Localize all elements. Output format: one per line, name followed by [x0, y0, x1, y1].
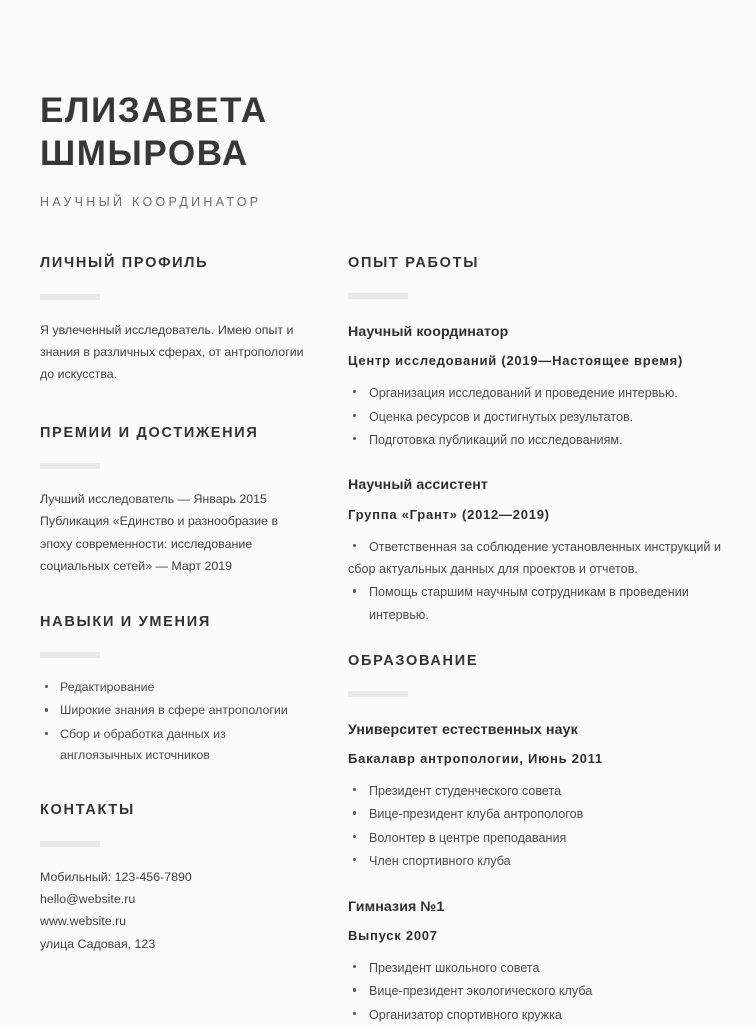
- list-item: Президент школьного совета: [348, 957, 738, 979]
- section-title-awards: ПРЕМИИ И ДОСТИЖЕНИЯ: [40, 425, 259, 441]
- spacer: [348, 452, 738, 476]
- section-rule: [40, 463, 100, 469]
- experience-role: Научный ассистент: [348, 477, 488, 494]
- spacer: [40, 768, 308, 802]
- list-item: Член спортивного клуба: [348, 850, 738, 872]
- left-column: [40, 255, 308, 955]
- list-item: Организация исследований и проведение интервью.: [348, 382, 738, 404]
- spacer: [40, 577, 308, 614]
- section-rule: [348, 691, 408, 697]
- experience-duties-list: [348, 536, 738, 627]
- list-item: Вице-президент клуба антропологов: [348, 803, 738, 825]
- section-education: [348, 653, 738, 1026]
- contact-phone: Мобильный: 123-456-7890: [40, 869, 192, 884]
- right-column: [308, 255, 738, 1027]
- list-item: Волонтер в центре преподавания: [348, 827, 738, 849]
- section-personal-profile: [40, 255, 308, 385]
- section-rule: [40, 652, 100, 658]
- spacer: [348, 627, 738, 653]
- section-title-contacts: КОНТАКТЫ: [40, 802, 135, 819]
- list-item: Подготовка публикаций по исследованиям.: [348, 429, 738, 451]
- education-activities-list: [348, 780, 738, 873]
- list-item: Организатор спортивного кружка: [348, 1004, 738, 1026]
- list-item: Оценка ресурсов и достигнутых результатов.: [348, 406, 738, 428]
- section-skills: [40, 614, 308, 767]
- list-item: Ответственная за соблюдение установленных инструкций и сбор актуальных данных для проектов и отчетов.: [348, 536, 738, 581]
- education-entry: [348, 721, 738, 873]
- list-item: Редактирование: [40, 677, 308, 698]
- section-title-personal-profile: ЛИЧНЫЙ ПРОФИЛЬ: [40, 255, 209, 272]
- personal-profile-text: Я увлеченный исследователь. Имею опыт и знания в различных сферах, от антропологии до искусства.: [40, 322, 304, 381]
- resume-columns: [0, 255, 756, 1027]
- contact-website[interactable]: www.website.ru: [40, 914, 127, 929]
- section-rule: [40, 841, 100, 847]
- experience-entry: [348, 323, 738, 452]
- spacer: [348, 874, 738, 898]
- list-item: Широкие знания в сфере антропологии: [40, 700, 308, 721]
- candidate-first-name: ЕЛИЗАВЕТА: [40, 91, 268, 130]
- section-title-skills: НАВЫКИ И УМЕНИЯ: [40, 613, 211, 630]
- list-item: Вице-президент экологического клуба: [348, 980, 738, 1002]
- education-institution: Университет естественных наук: [348, 721, 578, 738]
- candidate-role-subtitle: НАУЧНЫЙ КООРДИНАТОР: [40, 195, 262, 210]
- education-degree: Бакалавр антропологии, Июнь 2011: [348, 751, 603, 767]
- section-title-education: ОБРАЗОВАНИЕ: [348, 653, 479, 670]
- spacer: [40, 385, 308, 425]
- experience-entry: [348, 476, 738, 626]
- section-title-work-experience: ОПЫТ РАБОТЫ: [348, 255, 480, 272]
- list-item: Президент студенческого совета: [348, 780, 738, 802]
- contact-address: улица Садовая, 123: [40, 936, 156, 951]
- education-degree: Выпуск 2007: [348, 928, 438, 944]
- experience-organization: Центр исследований (2019—Настоящее время): [348, 353, 684, 369]
- award-line: Публикация «Единство и разнообразие в эпоху современности: исследование социальных сетей» — Март 2019: [40, 514, 279, 573]
- education-activities-list: [348, 957, 738, 1026]
- education-entry: [348, 898, 738, 1027]
- section-awards: [40, 425, 308, 577]
- skills-list: [40, 677, 308, 766]
- section-rule: [40, 294, 100, 300]
- resume-header: [0, 0, 756, 209]
- section-work-experience: [348, 255, 738, 626]
- section-contacts: [40, 802, 308, 955]
- list-item: Помощь старшим научным сотрудникам в проведении интервью.: [348, 581, 738, 626]
- candidate-last-name: ШМЫРОВА: [40, 133, 249, 173]
- list-item: Сбор и обработка данных из англоязычных источников: [40, 724, 308, 767]
- contact-email[interactable]: hello@website.ru: [40, 892, 136, 907]
- experience-organization: Группа «Грант» (2012—2019): [348, 506, 550, 522]
- section-rule: [348, 293, 408, 299]
- experience-duties-list: [348, 382, 738, 451]
- experience-role: Научный координатор: [348, 323, 509, 340]
- education-institution: Гимназия №1: [348, 898, 445, 915]
- award-line: Лучший исследователь — Январь 2015: [40, 492, 267, 507]
